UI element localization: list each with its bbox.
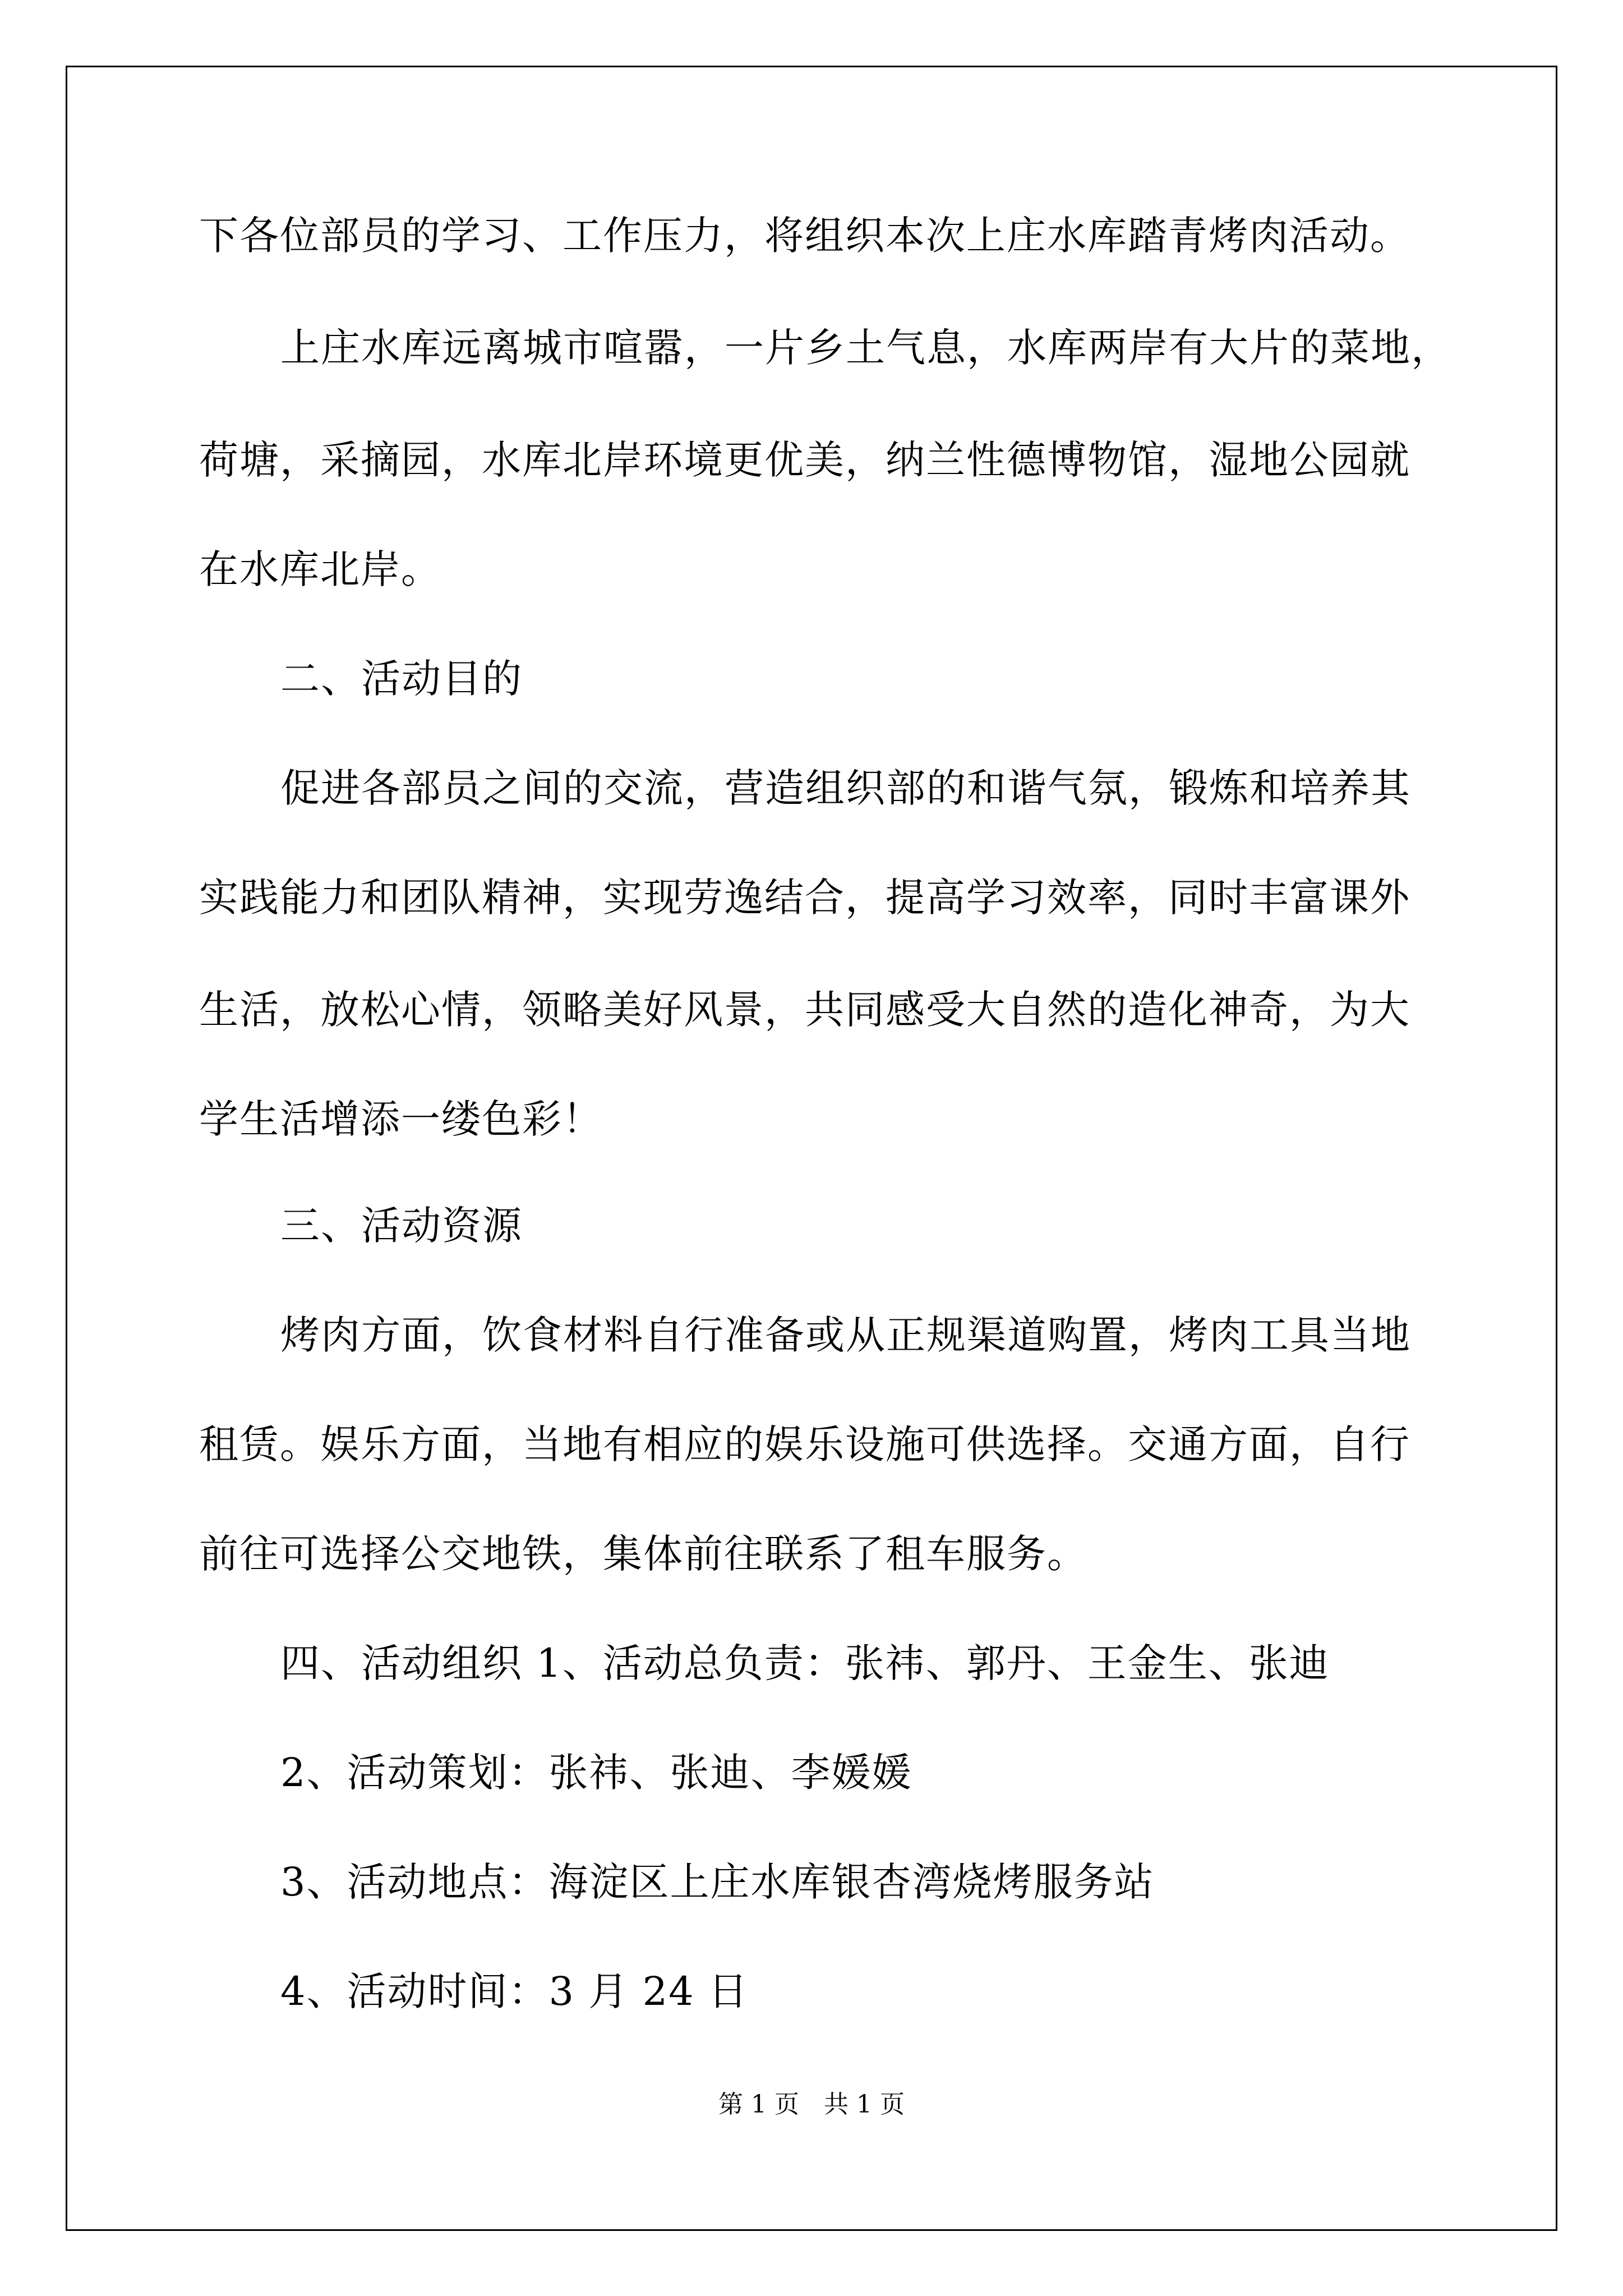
list-item: 2、活动策划：张祎、张迪、李媛媛 (280, 1750, 912, 1796)
page-number: 第 1 页 (718, 2090, 799, 2119)
text-line: 上庄水库远离城市喧嚣，一片乡土气息，水库两岸有大片的菜地， (280, 325, 1451, 371)
text-line: 实践能力和团队精神，实现劳逸结合，提高学习效率，同时丰富课外 (199, 875, 1410, 921)
text-line: 前往可选择公交地铁，集体前往联系了租车服务。 (199, 1531, 1087, 1577)
section-heading: 二、活动目的 (280, 656, 523, 702)
section-heading: 三、活动资源 (280, 1203, 523, 1249)
text-line: 荷塘，采摘园，水库北岸环境更优美，纳兰性德博物馆，湿地公园就 (199, 437, 1410, 483)
text-line: 学生活增添一缕色彩！ (199, 1096, 603, 1142)
page-total: 共 1 页 (824, 2090, 905, 2119)
list-item: 3、活动地点：海淀区上庄水库银杏湾烧烤服务站 (280, 1859, 1155, 1905)
page-footer (0, 2088, 1623, 2122)
text-line: 在水库北岸。 (199, 546, 441, 592)
section-heading: 四、活动组织 1、活动总负责：张祎、郭丹、王金生、张迪 (280, 1640, 1330, 1686)
list-item: 4、活动时间：3 月 24 日 (280, 1968, 749, 2014)
text-line: 生活，放松心情，领略美好风景，共同感受大自然的造化神奇，为大 (199, 987, 1410, 1033)
text-line: 促进各部员之间的交流，营造组织部的和谐气氛，锻炼和培养其 (280, 765, 1411, 811)
text-line: 租赁。娱乐方面，当地有相应的娱乐设施可供选择。交通方面，自行 (199, 1421, 1410, 1467)
text-line: 下各位部员的学习、工作压力，将组织本次上庄水库踏青烤肉活动。 (199, 213, 1410, 259)
text-line: 烤肉方面，饮食材料自行准备或从正规渠道购置，烤肉工具当地 (280, 1312, 1411, 1358)
